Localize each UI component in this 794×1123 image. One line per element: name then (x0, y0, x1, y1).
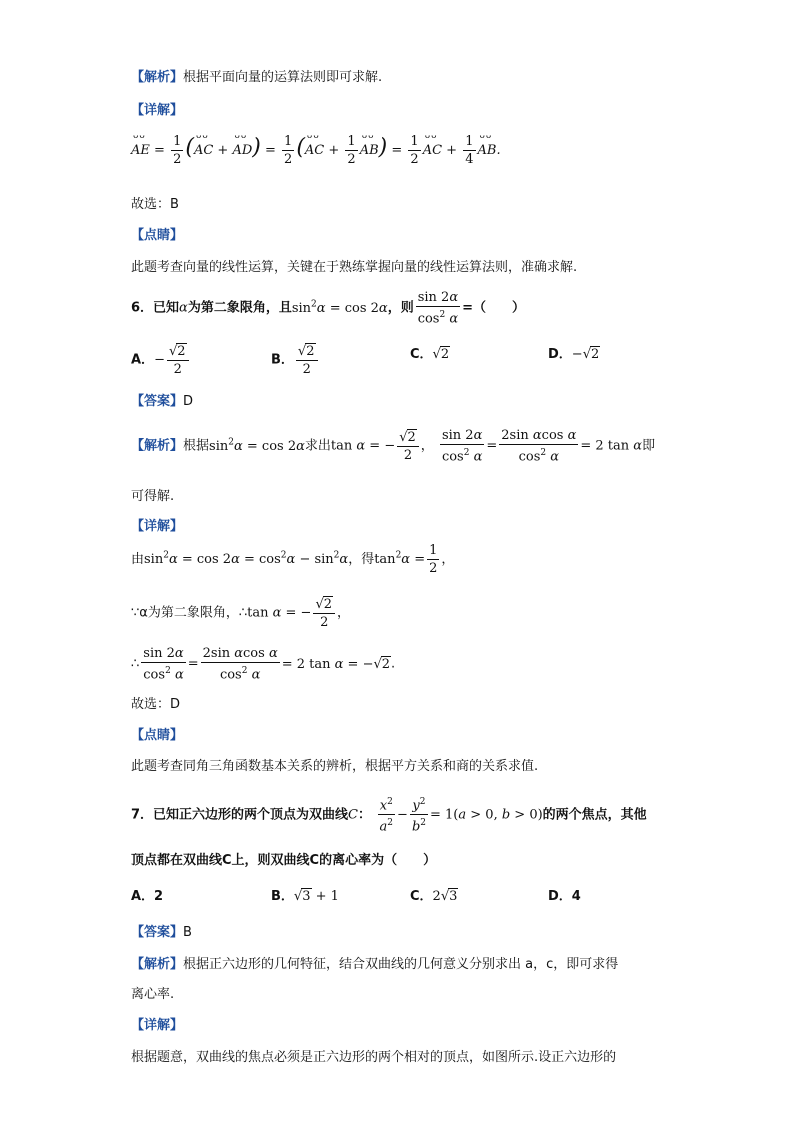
q6-detail-tag: 【详解】 (131, 519, 184, 534)
q6-option-a[interactable]: A．− $\frac{√2}{2}$ (131, 343, 191, 377)
q6-choose: 故选：D (131, 697, 181, 712)
analysis-tag: 【解析】 (131, 70, 184, 85)
q5-comment: 此题考查向量的线性运算，关键在于熟练掌握向量的线性运算法则，准确求解. (131, 260, 578, 275)
q7-stem-line1: 7．已知正六边形的两个顶点为双曲线C： $\frac{x^2}{a^2}$ − $\frac{y^2}{b^2}$ = 1(a > 0, b > 0)的两个焦点，其他 (131, 797, 647, 835)
q5-choose: 故选：B (131, 197, 179, 212)
q7-detail-1: 根据题意，双曲线的焦点必须是正六边形的两个相对的顶点，如图所示.设正六边形的 (131, 1050, 617, 1065)
q6-comment: 此题考查同角三角函数基本关系的辨析，根据平方关系和商的关系求值. (131, 759, 539, 774)
q6-stem-mid: 为第二象限角，且 (187, 300, 292, 316)
q7-option-a[interactable]: A．2 (131, 889, 164, 904)
q6-stem-then: ，则 (387, 300, 414, 316)
q5-comment-tag: 【点睛】 (131, 228, 184, 243)
q6-option-d[interactable]: D．−√2 (548, 347, 600, 362)
q6-detail-3: ∴ $\frac{\sin 2\alpha}{\cos^2 \alpha}$ = $\frac{\text{2sin αcos α}}{\cos^2 \alpha}$ = 2 tan α = −√2. (131, 646, 396, 683)
q7-options (131, 885, 671, 905)
q6-stem-paren: =（ ） (462, 300, 526, 316)
q6-option-b[interactable]: B． $\frac{√2}{2}$ (271, 343, 320, 377)
q7-answer: B (183, 925, 192, 940)
q6-detail-2: ∵α为第二象限角，∴tan α = − $\frac{√2}{2}$ ， (131, 597, 351, 630)
q5-analysis-text: 根据平面向量的运算法则即可求解. (183, 70, 383, 85)
q6-comment-tag: 【点睛】 (131, 728, 184, 743)
q5-vector-equation: ᴗᴗ AE = $\frac{1}{2}$ (ᴗᴗ AC + ᴗᴗ AD) = $\frac{1}{2}$ (ᴗᴗ AC + $\frac{1}{2}$ ᴗᴗ AB) = $\frac{1}{2}$ ᴗᴗ AC + $\frac{1}{4}$ ᴗᴗ AB. (131, 134, 501, 167)
q7-answer-line: 【答案】B (131, 925, 192, 940)
q6-option-c[interactable]: C．√2 (410, 347, 450, 362)
q7-option-b[interactable]: B．√3 + 1 (271, 889, 339, 904)
q7-analysis-line: 【解析】根据正六边形的几何特征，结合双曲线的几何意义分别求出 a，c，即可求得 (131, 957, 619, 972)
q7-analysis-cont: 离心率. (131, 987, 175, 1002)
q6-answer-line (131, 390, 193, 409)
q6-detail-1: 由$\sin^2\alpha = \cos 2\alpha = \cos^2\alpha - \sin^2\alpha$，得$\tan^2\alpha$ = $\frac{1}{2}$ ， (131, 543, 455, 576)
q7-option-c[interactable]: C．2√3 (410, 889, 458, 904)
q6-analysis-line: 【解析】根据$\sin^2\alpha = \cos 2\alpha$求出tan α = − $\frac{√2}{2}$ ， $\frac{\sin 2\alpha}{\cos^2 \alpha}$ = $\frac{\text{2sin αcos α}}{\cos^2 \alpha}$ = 2 tan α即 (131, 428, 656, 465)
q6-options (131, 335, 671, 375)
q6-analysis-cont: 可得解. (131, 489, 175, 504)
answer-tag: 【答案】 (131, 394, 184, 409)
q6-answer: D (183, 394, 194, 409)
q6-stem-prefix: 6．已知 (131, 300, 180, 316)
q7-option-d[interactable]: D．4 (548, 889, 581, 904)
q5-detail-tag: 【详解】 (131, 103, 184, 118)
q6-stem: 6．已知α为第二象限角，且$\sin^2\alpha = \cos 2\alpha$，则 $\frac{\sin 2\alpha}{\cos^2 \alpha}$ =（ ） (131, 290, 526, 327)
q5-analysis-line (131, 66, 382, 85)
q7-stem-line2: 顶点都在双曲线C上，则双曲线C的离心率为（ ） (131, 853, 437, 868)
q7-detail-tag: 【详解】 (131, 1018, 184, 1033)
